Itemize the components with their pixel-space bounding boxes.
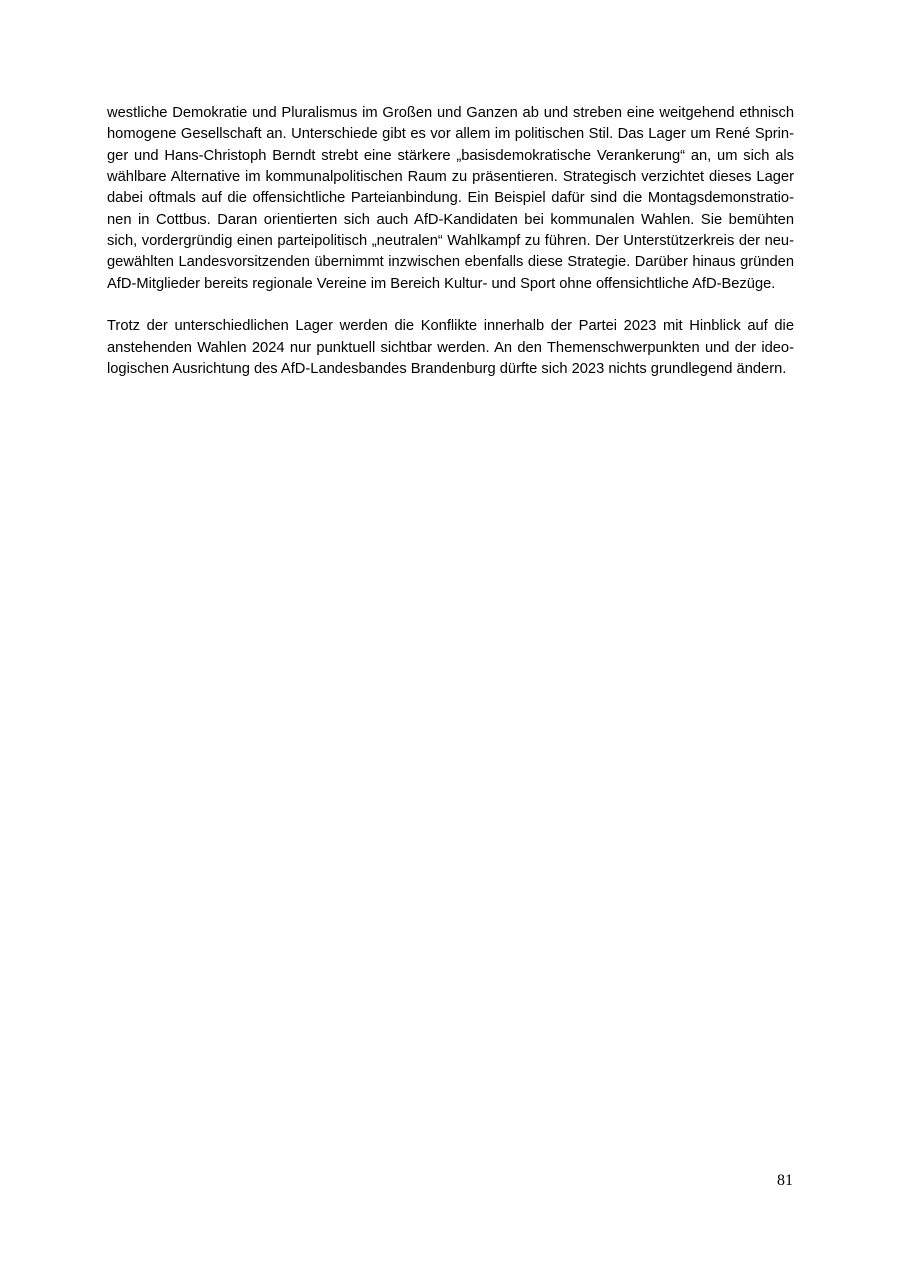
text-line: westliche Demokratie und Pluralismus im Großen und Ganzen ab und streben eine weitgehend ethnisch xyxy=(107,105,794,121)
text-line: Trotz der unterschiedlichen Lager werden die Konflikte innerhalb der Partei 2023 mit Hinblick auf die xyxy=(107,318,794,335)
text-line: ger und Hans-Christoph Berndt strebt eine stärkere „basisdemokratische Verankerung“ an, um sich als xyxy=(107,147,794,164)
text-line: sich, vordergründig einen parteipolitisch „neutralen“ Wahlkampf zu führen. Der Unterstützerkreis der neu- xyxy=(107,233,794,250)
text-line: anstehenden Wahlen 2024 nur punktuell sichtbar werden. An den Themenschwerpunkten und der ideo- xyxy=(107,339,794,356)
page-number: 81 xyxy=(777,1172,793,1189)
paragraph xyxy=(107,316,794,380)
paragraph xyxy=(107,103,794,295)
text-line: AfD-Mitglieder bereits regionale Vereine im Bereich Kultur- und Sport ohne offensichtliche AfD-Bezüge. xyxy=(107,275,776,292)
text-line: nen in Cottbus. Daran orientierten sich auch AfD-Kandidaten bei kommunalen Wahlen. Sie bemühten xyxy=(107,211,794,228)
text-line: dabei oftmals auf die offensichtliche Parteianbindung. Ein Beispiel dafür sind die Montagsdemonstratio- xyxy=(107,190,794,207)
text-line: gewählten Landesvorsitzenden übernimmt inzwischen ebenfalls diese Strategie. Darüber hinaus gründen xyxy=(107,254,794,271)
text-line: logischen Ausrichtung des AfD-Landesbandes Brandenburg dürfte sich 2023 nichts grundlegend ändern. xyxy=(107,361,787,378)
text-line: wählbare Alternative im kommunalpolitischen Raum zu präsentieren. Strategisch verzichtet dieses Lager xyxy=(107,169,794,186)
text-line: homogene Gesellschaft an. Unterschiede gibt es vor allem im politischen Stil. Das Lager um René Sprin- xyxy=(107,126,794,143)
text-block xyxy=(107,103,794,380)
